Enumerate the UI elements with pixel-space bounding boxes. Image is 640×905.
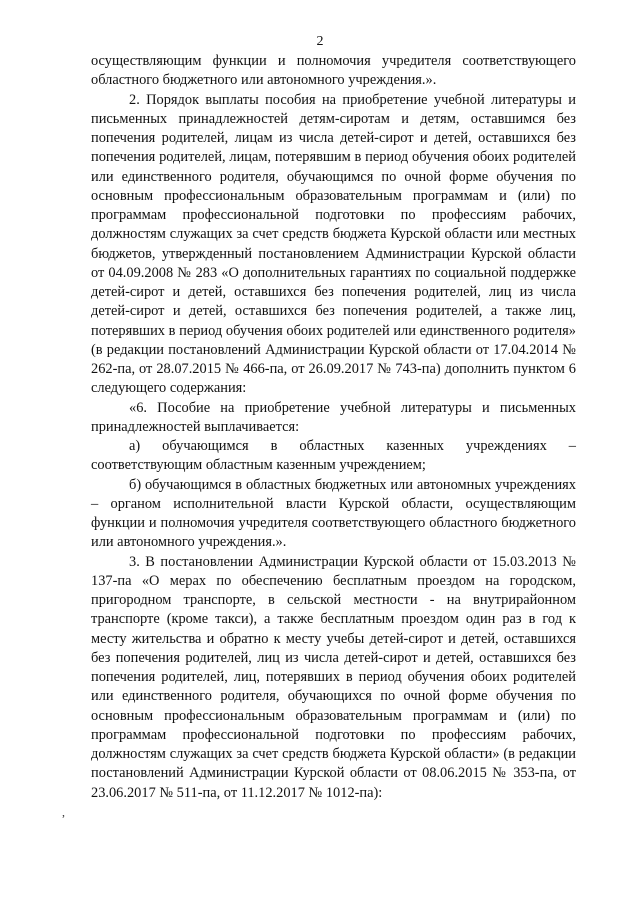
paragraph-continuation: осуществляющим функции и полномочия учредителя соответствующего областного бюджетного или автономного учреждения.». [91,53,576,89]
paragraph-item-3: 3. В постановлении Администрации Курской области от 15.03.2013 № 137-па «О мерах по обеспечению бесплатным проездом на городском, пригородном транспорте, в сельской местности - на внутрирайонном транспорте (кроме такси), а также бесплатным проездом один раз в год к месту жительства и обратно к месту учебы детей-сирот и детей, оставшихся без попечения родителей, лиц из числа детей-сирот и детей, оставшихся без попечения родителей, лиц, потерявших в период обучения обоих родителей или единственного родителя, обучающихся по очной форме обучения по основным профессиональным образовательным программам и (или) по программам профессиональной подготовки по профессиям рабочих, должностям служащих за счет средств бюджета Курской области» (в редакции постановлений Администрации Курской области от 08.06.2015 № 353-па, от 23.06.2017 № 511-па, от 11.12.2017 № 1012-па): [91,553,576,801]
paragraph-item-2: 2. Порядок выплаты пособия на приобретение учебной литературы и письменных принадлежностей детям-сиротам и детям, оставшимся без попечения родителей, лицам из числа детей-сирот и детей, оставшихся без попечения родителей, лицам, потерявшим в период обучения обоих родителей или единственного родителя, обучающимся по очной форме обучения по основным профессиональным образовательным программам и (или) по программам профессиональной подготовки по профессиям рабочих, должностям служащих за счет средств бюджета Курской области или местных бюджетов, утвержденный постановлением Администрации Курской области от 04.09.2008 № 283 «О дополнительных гарантиях по социальной поддержке детей-сирот и детей, оставшихся без попечения родителей, лиц из числа детей-сирот и детей, оставшихся без попечения родителей, а также лиц, потерявших в период обучения обоих родителей или единственного родителя» (в редакции постановлений Администрации Курской области от 17.04.2014 № 262-па, от 28.07.2015 № 466-па, от 26.09.2017 № 743-па) дополнить пунктом 6 следующего содержания: [91,91,576,397]
paragraph-subitem-b: б) обучающимся в областных бюджетных или автономных учреждениях – органом исполнительной власти Курской области, осуществляющим функции и полномочия учредителя соответствующего областного бюджетного или автономного учреждения.». [91,476,576,551]
margin-mark: , [62,805,65,819]
page-number: 2 [316,34,324,49]
paragraph-subitem-a: а) обучающимся в областных казенных учреждениях – соответствующим областным казенным учреждением; [91,438,576,474]
document-body [91,52,576,803]
paragraph-item-6: «6. Пособие на приобретение учебной литературы и письменных принадлежностей выплачивается: [91,399,576,435]
